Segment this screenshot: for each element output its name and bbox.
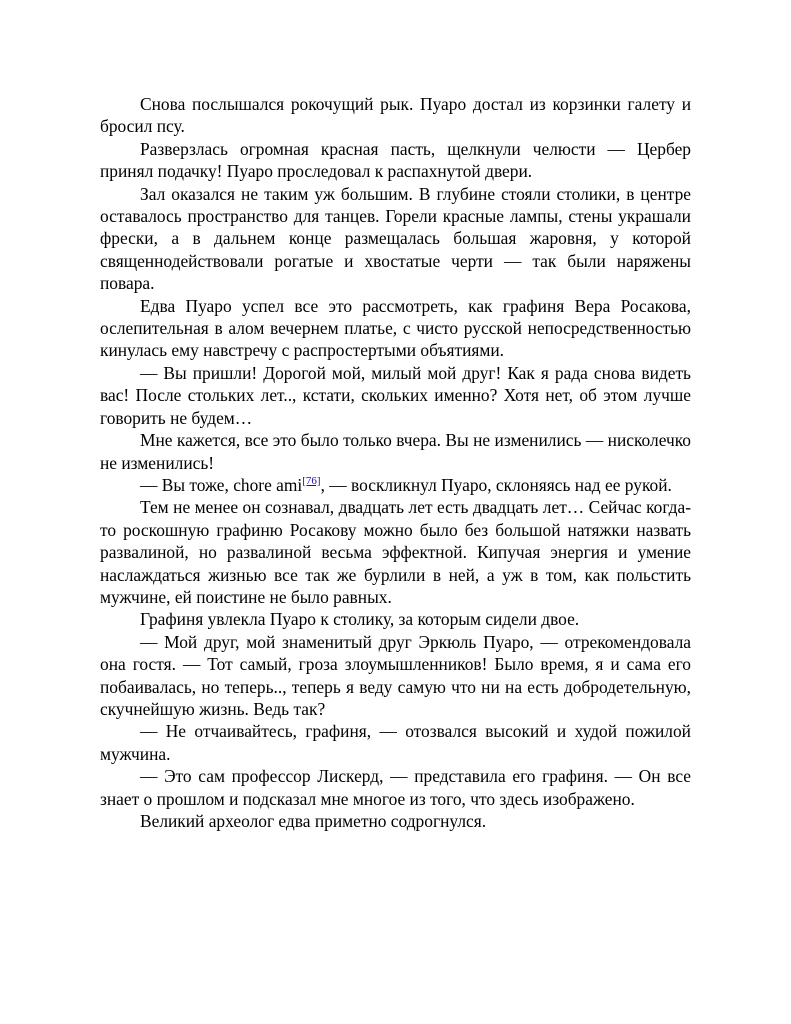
- paragraph-3: Зал оказался не таким уж большим. В глубине стояли столики, в центре оставалось пространство для танцев. Горели красные лампы, стены украшали фрески, а в дальнем конце размещалась большая жаровня, у которой священнодействовали рогатые и хвостатые черти — так были наряжены повара.: [100, 183, 691, 294]
- paragraph-10: — Мой друг, мой знаменитый друг Эркюль Пуаро, — отрекомендовала она гостя. — Тот самый, гроза злоумышленников! Было время, я и сама его побаивалась, но теперь.., теперь я веду самую что ни на есть добродетельную, скучнейшую жизнь. Ведь так?: [100, 631, 691, 719]
- paragraph-1: Снова послышался рокочущий рык. Пуаро достал из корзинки галету и бросил псу.: [100, 94, 691, 137]
- paragraph-7: [100, 474, 691, 496]
- paragraph-12: — Это сам профессор Лискерд, — представила его графиня. — Он все знает о прошлом и подсказал мне многое из того, что здесь изображено.: [100, 766, 691, 809]
- paragraph-5: — Вы пришли! Дорогой мой, милый мой друг! Как я рада снова видеть вас! После стольких лет.., кстати, скольких именно? Хотя нет, об этом лучше говорить не будем…: [100, 362, 691, 428]
- paragraph-6: Мне кажется, все это было только вчера. Вы не изменились — нисколечко не изменились!: [100, 430, 691, 473]
- paragraph-11: — Не отчаивайтесь, графиня, — отозвался высокий и худой пожилой мужчина.: [100, 721, 691, 764]
- paragraph-4: Едва Пуаро успел все это рассмотреть, как графиня Вера Росакова, ослепительная в алом вечернем платье, с чисто русской непосредственностью кинулась ему навстречу с распростертыми объятиями.: [100, 295, 691, 361]
- footnote-link-76[interactable]: [76]: [302, 475, 321, 488]
- paragraph-7-after: , — воскликнул Пуаро, склоняясь над ее рукой.: [320, 474, 672, 495]
- body-text: [100, 93, 691, 832]
- paragraph-7-before: — Вы тоже, chore ami: [140, 474, 303, 495]
- paragraph-2: Разверзлась огромная красная пасть, щелкнули челюсти — Цербер принял подачку! Пуаро проследовал к распахнутой двери.: [100, 138, 691, 182]
- paragraph-8: Тем не менее он сознавал, двадцать лет есть двадцать лет… Сейчас когда-то роскошную графиню Росакову можно было без большой натяжки назвать развалиной, но развалиной весьма эффектной. Кипучая энергия и умение наслаждаться жизнью все так же бурлили в ней, а уж в том, как польстить мужчине, ей поистине не было равных.: [100, 497, 691, 607]
- paragraph-9: Графиня увлекла Пуаро к столику, за которым сидели двое.: [140, 609, 580, 630]
- paragraph-13: Великий археолог едва приметно содрогнулся.: [140, 811, 487, 831]
